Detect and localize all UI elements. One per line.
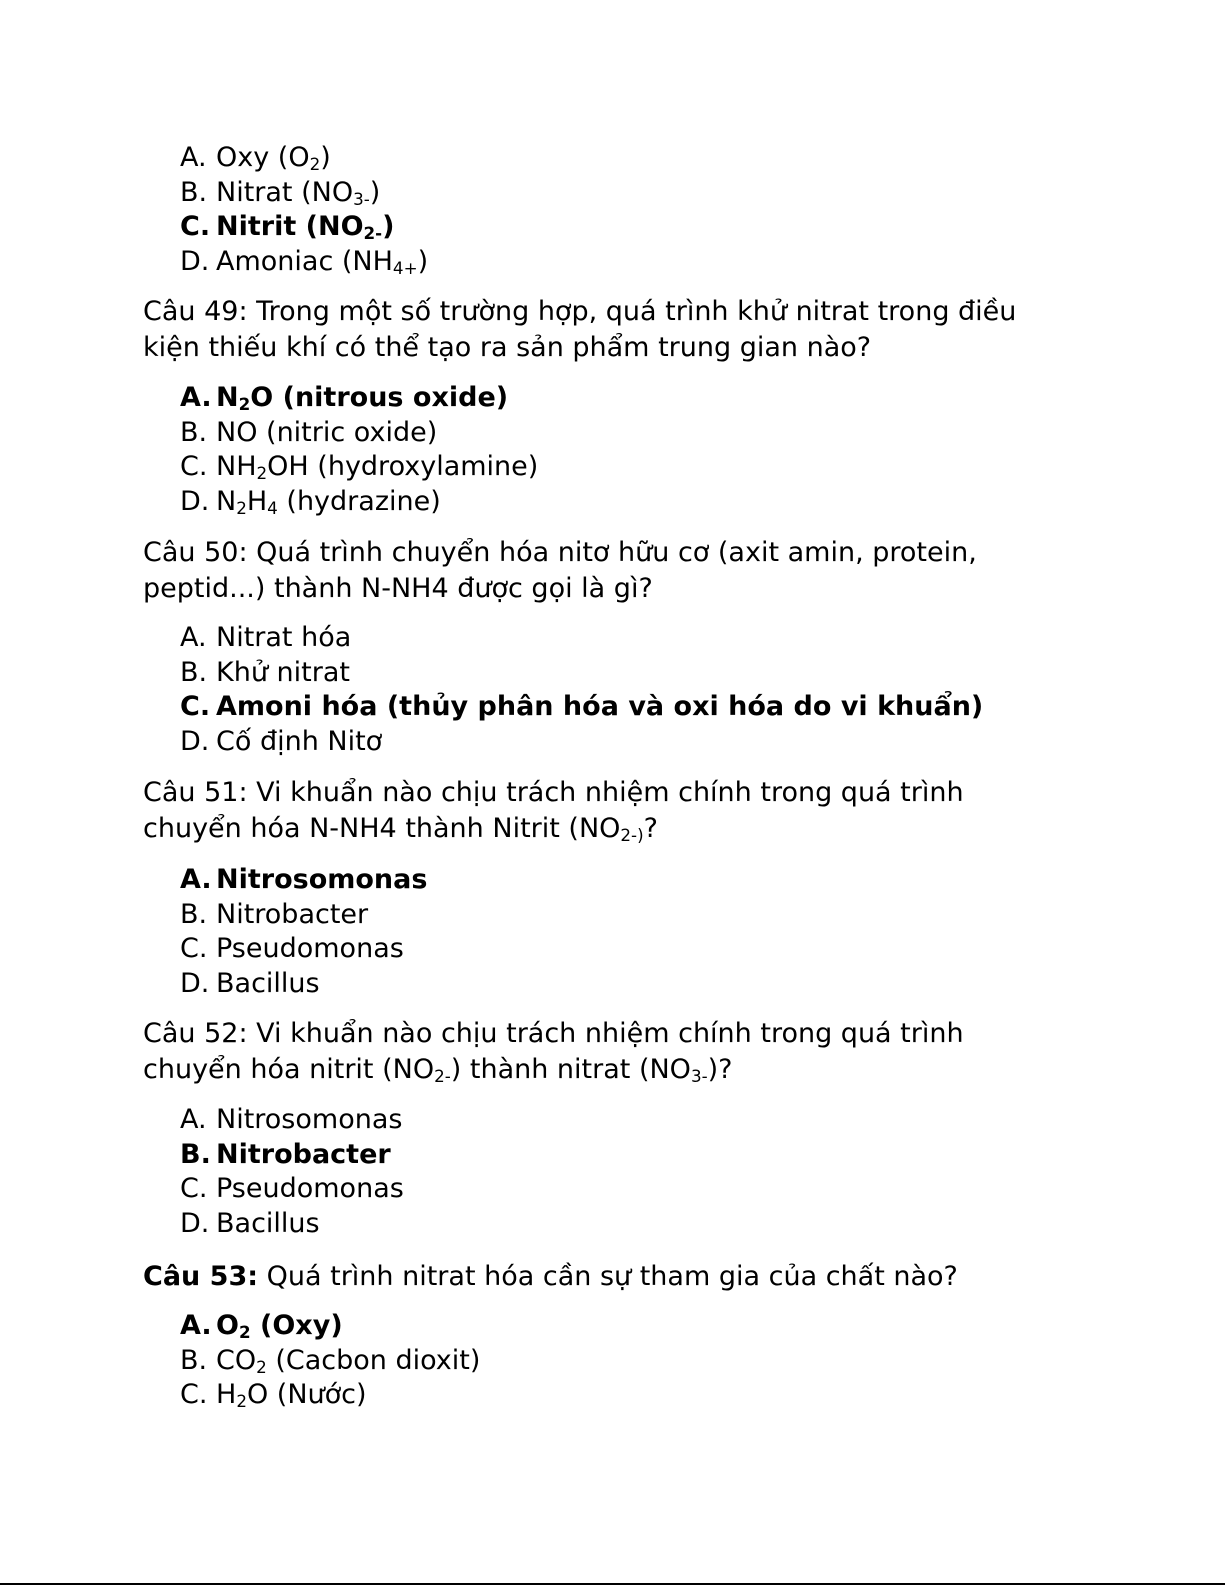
option-letter: D.: [180, 245, 210, 277]
question-line: [143, 1052, 964, 1088]
text-run: Nitrosomonas: [216, 864, 428, 895]
question-53: [143, 1259, 958, 1295]
text-run: NO (nitric oxide): [216, 416, 438, 448]
text-run: Pseudomonas: [216, 1173, 404, 1204]
text-run: ): [369, 176, 381, 208]
text-run: Câu 51: Vi khuẩn nào chịu trách nhiệm chính trong quá trình: [143, 777, 964, 808]
option-text: [216, 245, 428, 280]
text-run: O (nitrous oxide): [250, 382, 509, 413]
subscript: 2-): [620, 825, 644, 846]
answer-option: [180, 1172, 404, 1207]
answer-option: [180, 210, 428, 245]
option-text: [216, 176, 380, 211]
option-letter: A.: [180, 1310, 212, 1341]
option-text: [216, 621, 351, 656]
question-50: [143, 535, 977, 607]
subscript: 2: [236, 1391, 247, 1412]
answer-option: [180, 245, 428, 280]
subscript: 2: [238, 1322, 251, 1343]
answer-option: [180, 381, 538, 416]
text-run: N: [216, 382, 239, 413]
answer-option: [180, 1207, 404, 1242]
option-text: [216, 898, 368, 933]
question-number: Câu 53:: [143, 1261, 259, 1292]
answer-option: [180, 898, 427, 933]
option-letter: C.: [180, 211, 211, 242]
option-letter: C.: [180, 1173, 208, 1204]
option-letter: C.: [180, 933, 208, 964]
text-run: ?: [643, 813, 658, 844]
text-run: CO: [216, 1344, 257, 1376]
option-letter: C.: [180, 691, 211, 722]
text-run: Câu 49: Trong một số trường hợp, quá trình khử nitrat trong điều: [143, 296, 1017, 327]
text-run: )?: [707, 1054, 733, 1085]
text-run: ): [417, 245, 429, 277]
text-run: Quá trình nitrat hóa cần sự tham gia của chất nào?: [258, 1261, 958, 1292]
option-letter: B.: [180, 1344, 208, 1376]
option-text: [216, 381, 508, 416]
option-letter: B.: [180, 176, 208, 208]
text-run: peptid...) thành N-NH4 được gọi là gì?: [143, 573, 653, 604]
answer-option: [180, 1138, 404, 1173]
answer-option: [180, 725, 983, 760]
question-line: [143, 1259, 958, 1295]
text-run: Khử nitrat: [216, 656, 350, 688]
subscript: 2: [309, 154, 321, 175]
question-line: [143, 294, 1016, 330]
text-run: (Cacbon dioxit): [266, 1344, 481, 1376]
subscript: 2: [238, 394, 251, 415]
option-text: [216, 416, 437, 451]
option-text: [216, 210, 394, 245]
option-text: [216, 1138, 391, 1173]
option-text: [216, 1103, 402, 1138]
answer-option: [180, 967, 427, 1002]
option-letter: A.: [180, 864, 212, 895]
option-text: [216, 1378, 367, 1413]
option-letter: B.: [180, 1138, 211, 1170]
option-text: [216, 1344, 480, 1379]
option-text: [216, 1309, 343, 1344]
answer-option: [180, 932, 427, 967]
subscript: 2-: [434, 1066, 451, 1087]
option-letter: A.: [180, 1104, 207, 1135]
option-letter: D.: [180, 967, 210, 999]
text-run: Nitrit (NO: [216, 211, 364, 242]
subscript: 2: [256, 1356, 267, 1377]
text-run: kiện thiếu khí có thể tạo ra sản phẩm trung gian nào?: [143, 332, 872, 363]
option-letter: A.: [180, 142, 207, 173]
option-text: [216, 932, 404, 967]
subscript: 4: [267, 497, 278, 518]
question-line: [143, 330, 1016, 366]
text-run: Amoni hóa (thủy phân hóa và oxi hóa do vi khuẩn): [216, 691, 984, 722]
options-question-52: [180, 1103, 404, 1241]
text-run: ) thành nitrat (NO: [450, 1054, 691, 1085]
option-letter: A.: [180, 622, 207, 653]
question-line: [143, 811, 964, 847]
option-letter: B.: [180, 416, 208, 448]
option-letter: D.: [180, 725, 210, 757]
answer-option: [180, 863, 427, 898]
text-run: Nitrobacter: [216, 898, 369, 930]
options-question-49: [180, 381, 538, 519]
option-letter: B.: [180, 656, 208, 688]
text-run: Bacillus: [216, 967, 320, 999]
options-question-53: [180, 1309, 480, 1413]
question-line: [143, 571, 977, 607]
answer-option: [180, 656, 983, 691]
text-run: OH (hydroxylamine): [267, 451, 539, 482]
option-text: [216, 967, 320, 1002]
text-run: Pseudomonas: [216, 933, 404, 964]
answer-option: [180, 690, 983, 725]
option-text: [216, 141, 331, 176]
option-text: [216, 1207, 320, 1242]
options-question-51: [180, 863, 427, 1001]
text-run: NH: [216, 451, 257, 482]
text-run: ): [320, 142, 331, 173]
answer-option: [180, 621, 983, 656]
option-letter: C.: [180, 1379, 208, 1410]
subscript: 2-: [363, 223, 383, 244]
option-text: [216, 656, 350, 691]
text-run: H: [246, 485, 268, 517]
text-run: O (Nước): [246, 1379, 367, 1410]
answer-option: [180, 450, 538, 485]
option-text: [216, 725, 382, 760]
text-run: Câu 52: Vi khuẩn nào chịu trách nhiệm chính trong quá trình: [143, 1018, 964, 1049]
text-run: Câu 50: Quá trình chuyển hóa nitơ hữu cơ (axit amin, protein,: [143, 537, 977, 568]
options-block-0: [180, 141, 428, 279]
question-line: [143, 1016, 964, 1052]
subscript: 2: [256, 463, 268, 484]
text-run: ): [382, 211, 395, 242]
question-52: [143, 1016, 964, 1088]
option-text: [216, 485, 441, 520]
text-run: Nitrobacter: [216, 1138, 391, 1170]
answer-option: [180, 141, 428, 176]
text-run: H: [216, 1379, 237, 1410]
text-run: Bacillus: [216, 1207, 320, 1239]
option-letter: D.: [180, 1207, 210, 1239]
text-run: chuyển hóa nitrit (NO: [143, 1054, 435, 1085]
text-run: Cố định Nitơ: [216, 725, 383, 757]
answer-option: [180, 1378, 480, 1413]
answer-option: [180, 416, 538, 451]
answer-option: [180, 1344, 480, 1379]
subscript: 2: [236, 497, 247, 518]
text-run: O: [216, 1310, 239, 1341]
question-line: [143, 535, 977, 571]
text-run: Nitrat hóa: [216, 622, 352, 653]
option-letter: A.: [180, 382, 212, 413]
text-run: chuyển hóa N-NH4 thành Nitrit (NO: [143, 813, 621, 844]
subscript: 3-: [690, 1066, 708, 1087]
answer-option: [180, 485, 538, 520]
option-letter: C.: [180, 451, 208, 482]
answer-option: [180, 1103, 404, 1138]
option-text: [216, 450, 538, 485]
subscript: 4+: [392, 257, 418, 278]
option-text: [216, 863, 427, 898]
options-question-50: [180, 621, 983, 759]
text-run: Nitrat (NO: [216, 176, 354, 208]
question-line: [143, 775, 964, 811]
text-run: N: [216, 485, 237, 517]
text-run: Amoniac (NH: [216, 245, 393, 277]
subscript: 3-: [353, 188, 370, 209]
text-run: (hydrazine): [277, 485, 441, 517]
option-letter: B.: [180, 898, 208, 930]
text-run: (Oxy): [250, 1310, 343, 1341]
question-51: [143, 775, 964, 847]
text-run: Nitrosomonas: [216, 1104, 403, 1135]
text-run: Oxy (O: [216, 142, 310, 173]
answer-option: [180, 1309, 480, 1344]
option-text: [216, 1172, 404, 1207]
option-text: [216, 690, 983, 725]
question-49: [143, 294, 1016, 366]
answer-option: [180, 176, 428, 211]
option-letter: D.: [180, 485, 210, 517]
